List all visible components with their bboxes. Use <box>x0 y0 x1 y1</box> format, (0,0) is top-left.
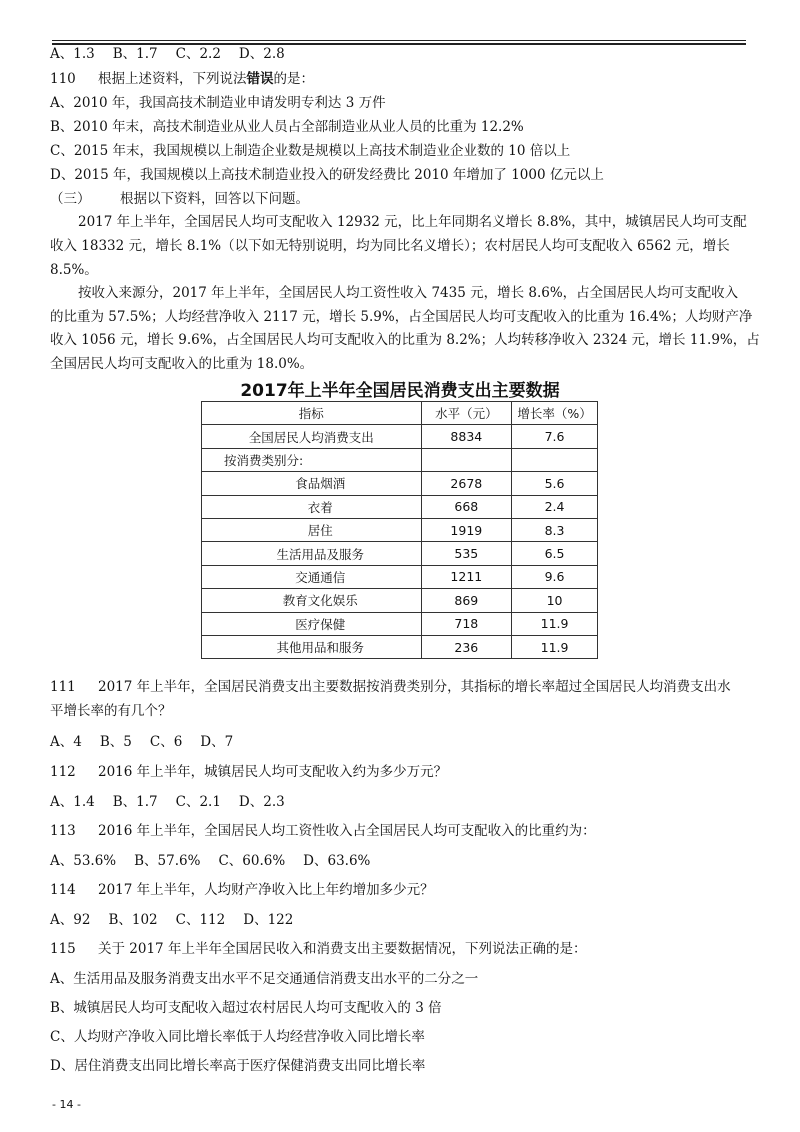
option-b[interactable]: B、1.7 <box>112 46 158 62</box>
section-header <box>50 190 309 208</box>
table-row <box>202 635 598 658</box>
cell-growth: 11.9 <box>512 612 598 635</box>
question-number: 113 <box>50 823 76 839</box>
q110-option-c[interactable]: C、2015 年末，我国规模以上制造企业数是规模以上高技术制造业企业数的 10 倍以上 <box>50 143 571 159</box>
para1-line1: 2017 年上半年，全国居民人均可支配收入 12932 元，比上年同期名义增长 8.8%，其中，城镇居民人均可支配 <box>78 214 747 230</box>
table-title: 2017年上半年全国居民消费支出主要数据 <box>240 381 560 401</box>
cell-growth: 7.6 <box>512 425 598 448</box>
table-row <box>202 495 598 518</box>
cell-growth: 8.3 <box>512 518 598 541</box>
question-emphasis: 错误 <box>246 71 274 87</box>
cell-level: 535 <box>421 542 512 565</box>
table-row <box>202 472 598 495</box>
question-111 <box>50 678 731 696</box>
q113-options <box>50 852 388 870</box>
option-a[interactable]: A、1.4 <box>50 794 95 810</box>
cell-label: 教育文化娱乐 <box>202 589 422 612</box>
question-text: 关于 2017 年上半年全国居民收入和消费支出主要数据情况，下列说法正确的是： <box>98 941 587 957</box>
cell-level: 718 <box>421 612 512 635</box>
cell-group-label: 按消费类别分: <box>202 448 422 471</box>
consumption-table <box>201 401 598 659</box>
table-header-row <box>202 402 598 425</box>
cell-growth: 5.6 <box>512 472 598 495</box>
table-row <box>202 589 598 612</box>
option-d[interactable]: D、63.6% <box>303 853 371 869</box>
cell-level: 869 <box>421 589 512 612</box>
cell-growth: 6.5 <box>512 542 598 565</box>
option-b[interactable]: B、102 <box>108 912 158 928</box>
q110-option-b[interactable]: B、2010 年末，高技术制造业从业人员占全部制造业从业人员的比重为 12.2% <box>50 119 524 135</box>
cell-label: 全国居民人均消费支出 <box>202 425 422 448</box>
prev-question-options <box>50 45 303 63</box>
cell-label: 医疗保健 <box>202 612 422 635</box>
q115-option-d[interactable]: D、居住消费支出同比增长率高于医疗保健消费支出同比增长率 <box>50 1058 426 1074</box>
cell-label: 居住 <box>202 518 422 541</box>
para1-line2: 收入 18332 元，增长 8.1%（以下如无特别说明，均为同比名义增长）；农村居民人均可支配收入 6562 元，增长 <box>50 238 730 254</box>
q110-option-a[interactable]: A、2010 年，我国高技术制造业申请发明专利达 3 万件 <box>50 95 386 111</box>
option-a[interactable]: A、4 <box>50 734 82 750</box>
cell-level: 1919 <box>421 518 512 541</box>
table-row <box>202 565 598 588</box>
cell-label: 交通通信 <box>202 565 422 588</box>
header-level: 水平（元） <box>421 402 512 425</box>
table-row <box>202 542 598 565</box>
section-label: （三） <box>50 191 91 207</box>
question-number: 115 <box>50 941 76 957</box>
cell-label: 生活用品及服务 <box>202 542 422 565</box>
question-text-before: 根据上述资料，下列说法 <box>98 71 247 87</box>
question-112 <box>50 763 447 781</box>
option-c[interactable]: C、6 <box>149 734 183 750</box>
question-number: 110 <box>50 71 76 87</box>
cell-label: 其他用品和服务 <box>202 635 422 658</box>
option-a[interactable]: A、1.3 <box>50 46 95 62</box>
option-c[interactable]: C、112 <box>175 912 226 928</box>
page-number: - 14 - <box>52 1098 81 1111</box>
question-110 <box>50 70 314 88</box>
cell-level: 668 <box>421 495 512 518</box>
option-d[interactable]: D、7 <box>200 734 234 750</box>
para2-line4: 全国居民人均可支配收入的比重为 18.0%。 <box>50 356 314 372</box>
option-c[interactable]: C、60.6% <box>218 853 286 869</box>
cell-level: 8834 <box>421 425 512 448</box>
table-row <box>202 612 598 635</box>
table-row-group <box>202 448 598 471</box>
header-rule-top <box>52 40 746 41</box>
cell-growth: 9.6 <box>512 565 598 588</box>
cell-growth: 11.9 <box>512 635 598 658</box>
table-row-total <box>202 425 598 448</box>
cell-empty <box>512 448 598 471</box>
question-115 <box>50 940 586 958</box>
cell-label: 衣着 <box>202 495 422 518</box>
q115-option-a[interactable]: A、生活用品及服务消费支出水平不足交通通信消费支出水平的二分之一 <box>50 971 479 987</box>
header-growth: 增长率（%） <box>512 402 598 425</box>
option-b[interactable]: B、5 <box>99 734 132 750</box>
cell-label: 食品烟酒 <box>202 472 422 495</box>
para1-line3: 8.5%。 <box>50 262 98 278</box>
q112-options <box>50 793 303 811</box>
para2-line2: 的比重为 57.5%；人均经营净收入 2117 元，增长 5.9%，占全国居民人均可支配收入的比重为 16.4%；人均财产净 <box>50 309 753 325</box>
option-d[interactable]: D、122 <box>243 912 294 928</box>
question-text: 2017 年上半年，人均财产净收入比上年约增加多少元？ <box>98 882 434 898</box>
question-number: 111 <box>50 679 76 695</box>
option-b[interactable]: B、1.7 <box>112 794 158 810</box>
option-b[interactable]: B、57.6% <box>134 853 201 869</box>
cell-level: 236 <box>421 635 512 658</box>
section-intro: 根据以下资料，回答以下问题。 <box>120 191 309 207</box>
cell-growth: 10 <box>512 589 598 612</box>
question-text: 2016 年上半年，全国居民人均工资性收入占全国居民人均可支配收入的比重约为： <box>98 823 596 839</box>
option-d[interactable]: D、2.3 <box>238 794 285 810</box>
option-a[interactable]: A、92 <box>50 912 91 928</box>
cell-level: 2678 <box>421 472 512 495</box>
q115-option-c[interactable]: C、人均财产净收入同比增长率低于人均经营净收入同比增长率 <box>50 1029 425 1045</box>
question-113 <box>50 822 596 840</box>
q114-options <box>50 911 311 929</box>
question-111-line2: 平增长率的有几个？ <box>50 703 172 719</box>
para2-line3: 收入 1056 元，增长 9.6%，占全国居民人均可支配收入的比重为 8.2%；人均转移净收入 2324 元，增长 11.9%，占 <box>50 332 760 348</box>
question-text: 2016 年上半年，城镇居民人均可支配收入约为多少万元？ <box>98 764 448 780</box>
question-number: 114 <box>50 882 76 898</box>
header-indicator: 指标 <box>202 402 422 425</box>
question-text-after: 的是： <box>273 71 314 87</box>
option-d[interactable]: D、2.8 <box>238 46 285 62</box>
cell-empty <box>421 448 512 471</box>
question-text: 2017 年上半年，全国居民消费支出主要数据按消费类别分，其指标的增长率超过全国居民人均消费支出水 <box>98 679 731 695</box>
q111-options <box>50 733 251 751</box>
table-row <box>202 518 598 541</box>
option-c[interactable]: C、2.2 <box>175 46 221 62</box>
para2-line1: 按收入来源分，2017 年上半年，全国居民人均工资性收入 7435 元，增长 8.6%，占全国居民人均可支配收入 <box>78 285 739 301</box>
option-c[interactable]: C、2.1 <box>175 794 221 810</box>
cell-growth: 2.4 <box>512 495 598 518</box>
cell-level: 1211 <box>421 565 512 588</box>
question-number: 112 <box>50 764 76 780</box>
option-a[interactable]: A、53.6% <box>50 853 117 869</box>
question-114 <box>50 881 434 899</box>
q110-option-d[interactable]: D、2015 年，我国规模以上高技术制造业投入的研发经费比 2010 年增加了 1000 亿元以上 <box>50 167 604 183</box>
q115-option-b[interactable]: B、城镇居民人均可支配收入超过农村居民人均可支配收入的 3 倍 <box>50 1000 442 1016</box>
